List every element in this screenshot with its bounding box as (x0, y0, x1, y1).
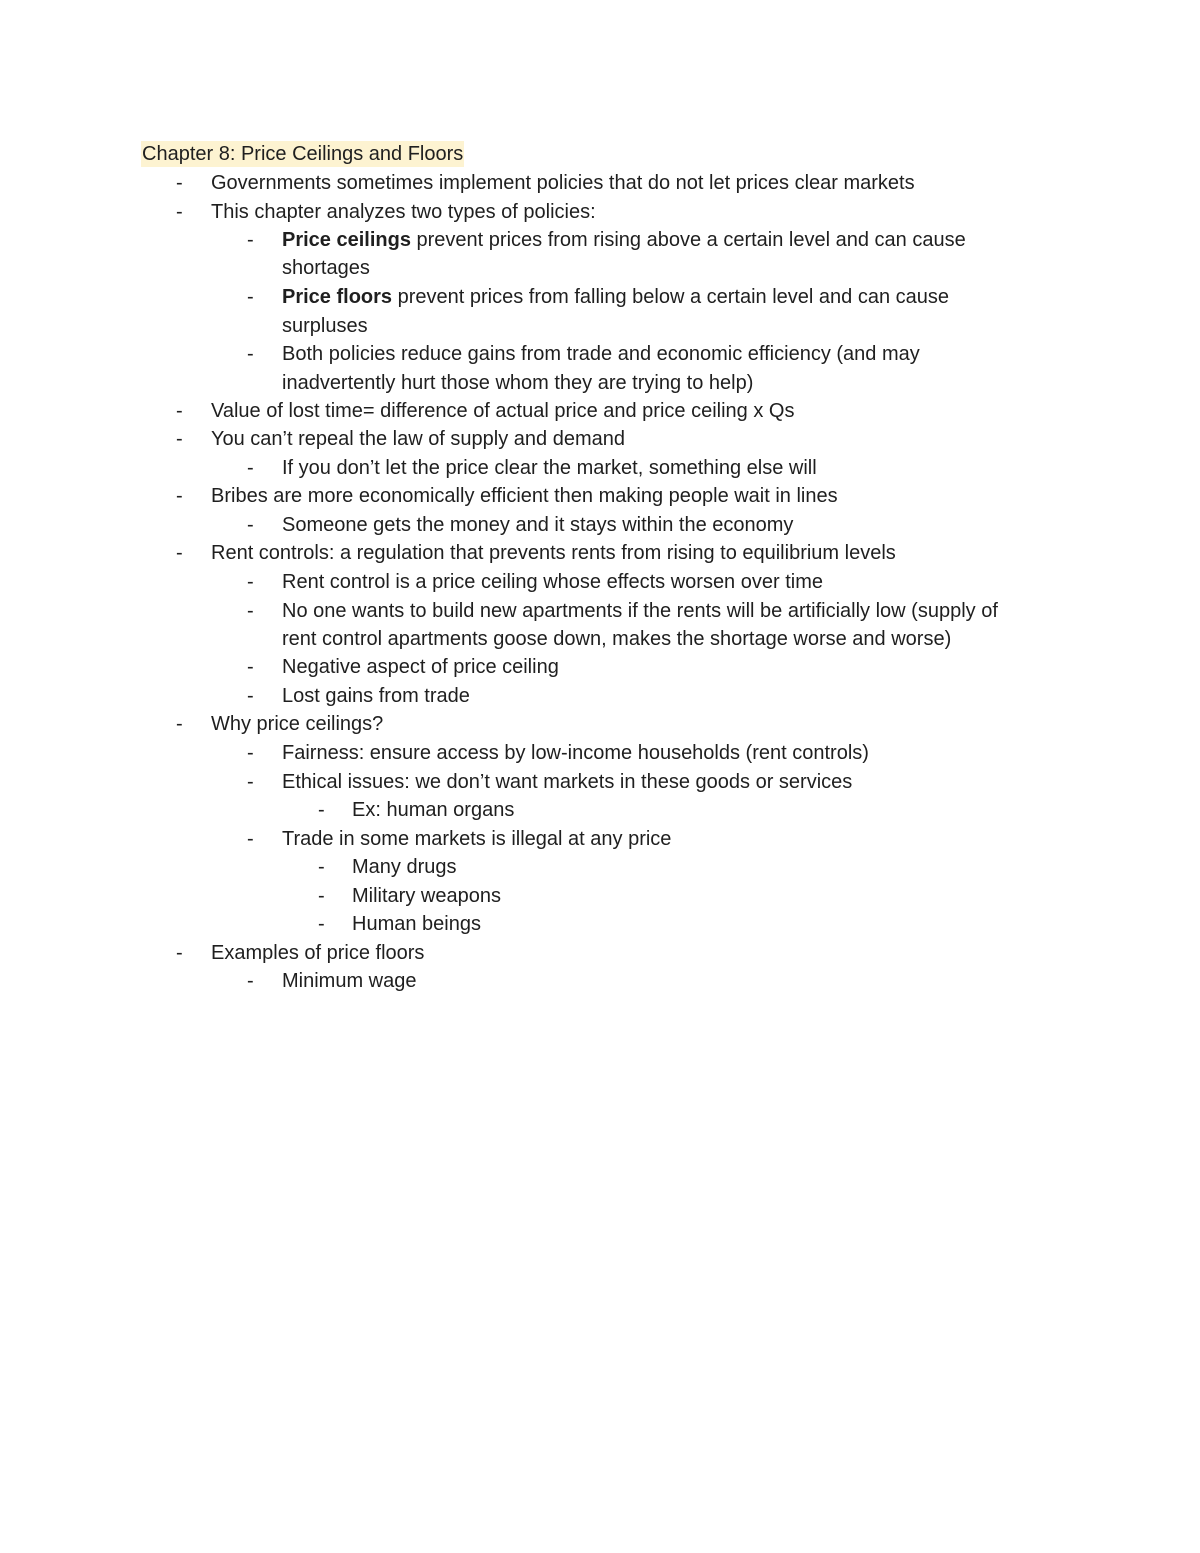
bullet-dash: - (247, 970, 254, 992)
list-item: Ex: human organs (352, 799, 515, 821)
list-item: If you don’t let the price clear the market, something else will (282, 457, 817, 479)
bullet-dash: - (247, 229, 254, 251)
bullet-dash: - (247, 600, 254, 622)
list-item: Minimum wage (282, 970, 417, 992)
list-item: Human beings (352, 913, 481, 935)
bullet-dash: - (247, 828, 254, 850)
bullet-dash: - (176, 713, 183, 735)
bullet-dash: - (247, 514, 254, 536)
list-item: You can’t repeal the law of supply and demand (211, 428, 625, 450)
list-item-continuation: surpluses (282, 315, 368, 337)
bullet-dash: - (247, 771, 254, 793)
list-item: Governments sometimes implement policies that do not let prices clear markets (211, 172, 915, 194)
list-item: Examples of price floors (211, 942, 425, 964)
bullet-dash: - (247, 286, 254, 308)
list-item: Lost gains from trade (282, 685, 470, 707)
list-item-text: prevent prices from rising above a certain level and can cause (410, 229, 966, 251)
list-item: No one wants to build new apartments if the rents will be artificially low (supply of (282, 600, 998, 622)
bullet-dash: - (247, 656, 254, 678)
list-item (282, 283, 949, 311)
list-item: Fairness: ensure access by low-income households (rent controls) (282, 742, 869, 764)
list-item-continuation: inadvertently hurt those whom they are trying to help) (282, 372, 754, 394)
bullet-dash: - (318, 913, 325, 935)
list-item: Someone gets the money and it stays within the economy (282, 514, 794, 536)
bullet-dash: - (318, 799, 325, 821)
list-item: Why price ceilings? (211, 713, 384, 735)
bold-term: Price floors (282, 286, 393, 308)
bullet-dash: - (318, 856, 325, 878)
list-item: Ethical issues: we don’t want markets in these goods or services (282, 771, 853, 793)
bullet-dash: - (176, 172, 183, 194)
list-item-continuation: rent control apartments goose down, makes the shortage worse and worse) (282, 628, 952, 650)
bullet-dash: - (176, 201, 183, 223)
list-item: Military weapons (352, 885, 501, 907)
chapter-title: Chapter 8: Price Ceilings and Floors (142, 143, 464, 165)
bullet-dash: - (176, 542, 183, 564)
bullet-dash: - (318, 885, 325, 907)
bullet-dash: - (176, 942, 183, 964)
list-item: This chapter analyzes two types of policies: (211, 201, 596, 223)
list-item (282, 226, 966, 254)
list-item: Value of lost time= difference of actual price and price ceiling x Qs (211, 400, 795, 422)
list-item: Bribes are more economically efficient then making people wait in lines (211, 485, 838, 507)
bullet-dash: - (247, 571, 254, 593)
bullet-dash: - (247, 343, 254, 365)
list-item: Rent controls: a regulation that prevents rents from rising to equilibrium levels (211, 542, 896, 564)
list-item: Rent control is a price ceiling whose effects worsen over time (282, 571, 823, 593)
list-item: Many drugs (352, 856, 457, 878)
bullet-dash: - (247, 457, 254, 479)
list-item: Both policies reduce gains from trade and economic efficiency (and may (282, 343, 920, 365)
bullet-dash: - (247, 685, 254, 707)
list-item-text: prevent prices from falling below a certain level and can cause (392, 286, 950, 308)
list-item: Trade in some markets is illegal at any price (282, 828, 672, 850)
bullet-dash: - (176, 428, 183, 450)
bullet-dash: - (176, 400, 183, 422)
list-item: Negative aspect of price ceiling (282, 656, 559, 678)
bullet-dash: - (176, 485, 183, 507)
list-item-continuation: shortages (282, 257, 370, 279)
bullet-dash: - (247, 742, 254, 764)
bold-term: Price ceilings (282, 229, 411, 251)
